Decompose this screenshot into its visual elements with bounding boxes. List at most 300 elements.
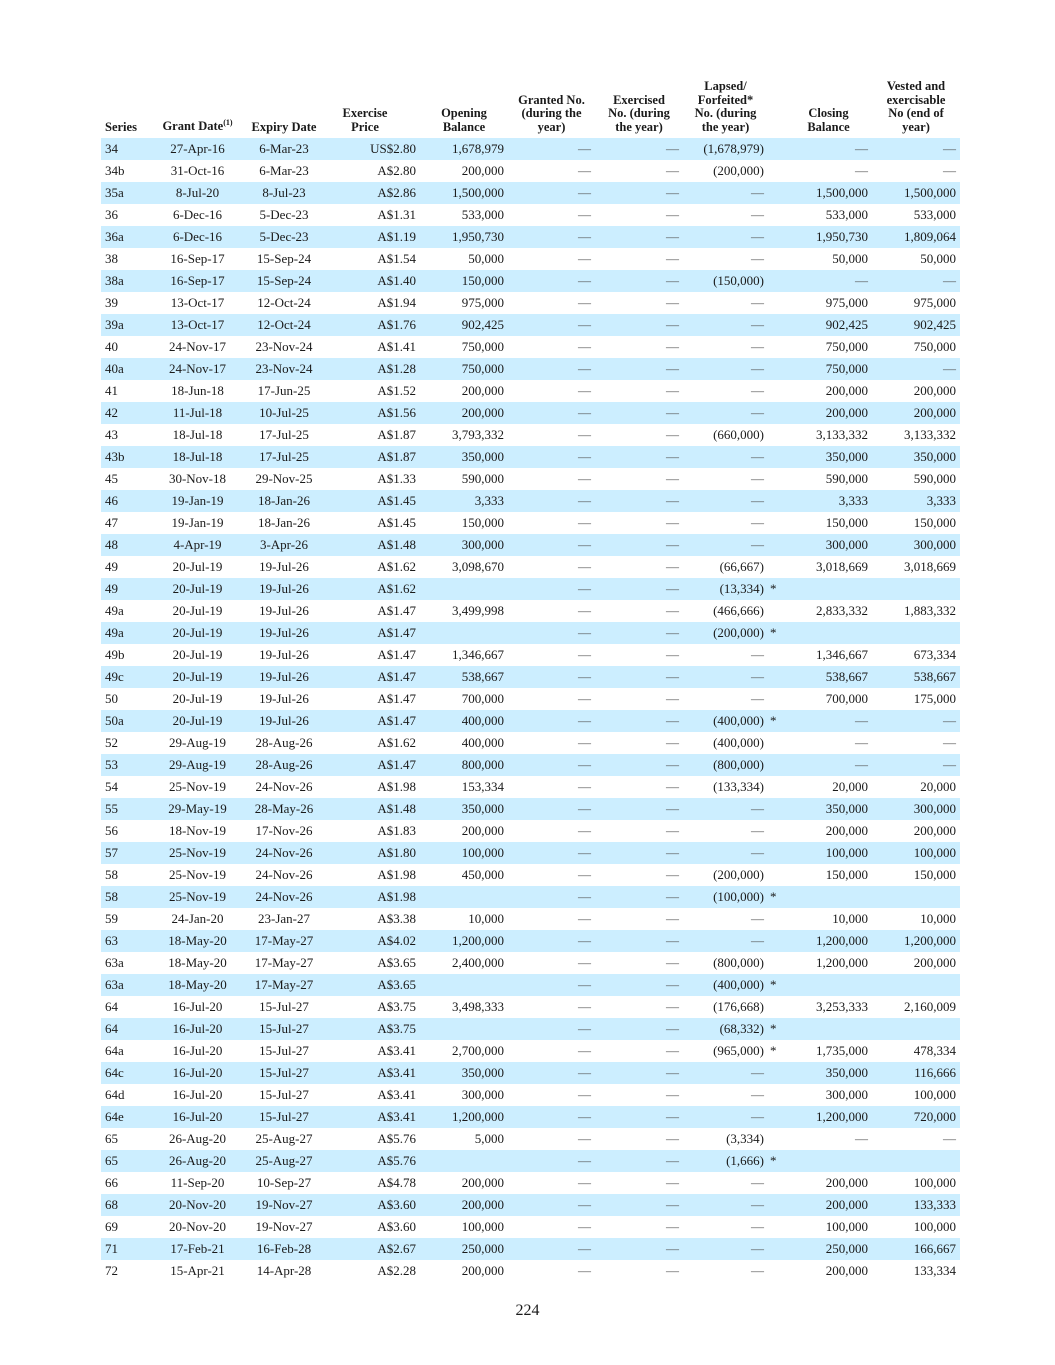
cell-opening-balance: 750,000 bbox=[461, 339, 504, 354]
cell-lapsed: (400,000) bbox=[713, 735, 764, 750]
cell-expiry-date: 23-Nov-24 bbox=[240, 358, 328, 380]
cell-granted: — bbox=[508, 886, 595, 908]
table-row bbox=[101, 930, 960, 952]
cell-vested: — bbox=[943, 1131, 956, 1146]
cell-lapsed-note bbox=[768, 842, 785, 864]
cell-closing-balance bbox=[785, 1150, 872, 1172]
cell-grant-date: 29-May-19 bbox=[155, 798, 240, 820]
cell-grant-date: 11-Jul-18 bbox=[155, 402, 240, 424]
header-line: Forfeited* bbox=[697, 92, 754, 107]
cell-vested: 200,000 bbox=[913, 955, 956, 970]
cell-opening-balance: 150,000 bbox=[420, 270, 508, 292]
cell-series: 38a bbox=[101, 270, 155, 292]
cell-granted: — bbox=[578, 735, 591, 750]
cell-opening-balance: 200,000 bbox=[461, 1263, 504, 1278]
cell-grant-date: 18-May-20 bbox=[168, 955, 227, 970]
cell-expiry-date: 19-Jul-26 bbox=[259, 691, 309, 706]
cell-vested: — bbox=[872, 138, 960, 160]
cell-closing-balance: 902,425 bbox=[785, 314, 872, 336]
cell-exercised: — bbox=[595, 490, 683, 512]
cell-expiry-date: 19-Jul-26 bbox=[240, 710, 328, 732]
header-line: Lapsed/ bbox=[704, 79, 747, 93]
table-row bbox=[101, 1084, 960, 1106]
cell-opening-balance: 1,200,000 bbox=[420, 930, 508, 952]
cell-lapsed-note bbox=[768, 380, 785, 402]
cell-closing-balance: 300,000 bbox=[825, 1087, 868, 1102]
cell-granted: — bbox=[508, 534, 595, 556]
cell-exercise-price: A$1.87 bbox=[328, 446, 420, 468]
cell-exercise-price: A$1.31 bbox=[377, 207, 416, 222]
cell-exercise-price: A$1.48 bbox=[328, 534, 420, 556]
cell-series: 58 bbox=[101, 886, 155, 908]
cell-series: 43b bbox=[101, 446, 155, 468]
cell-granted: — bbox=[578, 1131, 591, 1146]
cell-expiry-date: 19-Jul-26 bbox=[240, 578, 328, 600]
cell-exercised: — bbox=[666, 1175, 679, 1190]
cell-exercise-price: A$1.98 bbox=[377, 779, 416, 794]
cell-lapsed-note bbox=[768, 534, 785, 556]
cell-series: 54 bbox=[105, 779, 118, 794]
cell-expiry-date: 19-Nov-27 bbox=[255, 1219, 313, 1234]
cell-vested: 133,334 bbox=[913, 1263, 956, 1278]
cell-lapsed: — bbox=[683, 534, 768, 556]
cell-series: 49a bbox=[105, 603, 124, 618]
cell-granted: — bbox=[508, 666, 595, 688]
cell-lapsed-note bbox=[768, 490, 785, 512]
cell-granted: — bbox=[508, 1106, 595, 1128]
cell-closing-balance: — bbox=[785, 270, 872, 292]
cell-closing-balance: 1,950,730 bbox=[785, 226, 872, 248]
cell-exercised: — bbox=[595, 402, 683, 424]
table-row bbox=[101, 534, 960, 556]
cell-vested: — bbox=[872, 710, 960, 732]
cell-exercise-price: A$3.75 bbox=[328, 1018, 420, 1040]
cell-vested: 100,000 bbox=[872, 842, 960, 864]
cell-closing-balance: — bbox=[855, 735, 868, 750]
cell-exercise-price: A$1.54 bbox=[377, 251, 416, 266]
cell-vested: 175,000 bbox=[913, 691, 956, 706]
cell-closing-balance: 200,000 bbox=[785, 1194, 872, 1216]
cell-closing-balance bbox=[785, 974, 872, 996]
cell-grant-date: 24-Nov-17 bbox=[155, 358, 240, 380]
cell-series: 36a bbox=[101, 226, 155, 248]
cell-lapsed-note bbox=[768, 336, 785, 358]
cell-closing-balance: 700,000 bbox=[825, 691, 868, 706]
table-row bbox=[101, 974, 960, 996]
cell-exercised: — bbox=[666, 339, 679, 354]
cell-vested: 300,000 bbox=[872, 798, 960, 820]
cell-lapsed: — bbox=[683, 1238, 768, 1260]
cell-vested: — bbox=[943, 163, 956, 178]
table-row bbox=[101, 644, 960, 666]
cell-grant-date: 25-Nov-19 bbox=[168, 779, 227, 794]
cell-exercise-price: A$3.65 bbox=[328, 974, 420, 996]
cell-opening-balance: 400,000 bbox=[420, 710, 508, 732]
cell-exercise-price: A$1.47 bbox=[377, 603, 416, 618]
cell-series: 64e bbox=[101, 1106, 155, 1128]
cell-lapsed: — bbox=[751, 295, 764, 310]
cell-vested: 1,200,000 bbox=[872, 930, 960, 952]
cell-lapsed-note: * bbox=[768, 974, 785, 996]
cell-exercised: — bbox=[595, 1106, 683, 1128]
cell-grant-date: 20-Jul-19 bbox=[172, 691, 223, 706]
table-row bbox=[101, 380, 960, 402]
header-series: Series bbox=[105, 119, 137, 134]
cell-exercise-price: A$1.45 bbox=[377, 515, 416, 530]
cell-exercise-price: A$1.52 bbox=[377, 383, 416, 398]
cell-exercise-price: A$1.28 bbox=[328, 358, 420, 380]
table-row bbox=[101, 886, 960, 908]
table-row bbox=[101, 798, 960, 820]
cell-exercised: — bbox=[595, 534, 683, 556]
cell-vested: 50,000 bbox=[920, 251, 956, 266]
cell-exercise-price: A$3.41 bbox=[328, 1062, 420, 1084]
cell-series: 35a bbox=[101, 182, 155, 204]
cell-granted: — bbox=[508, 358, 595, 380]
cell-series: 58 bbox=[105, 867, 118, 882]
cell-granted: — bbox=[508, 974, 595, 996]
cell-expiry-date: 15-Sep-24 bbox=[256, 251, 312, 266]
cell-expiry-date: 28-Aug-26 bbox=[240, 754, 328, 776]
cell-exercise-price: A$3.38 bbox=[377, 911, 416, 926]
table-row bbox=[101, 820, 960, 842]
cell-granted: — bbox=[578, 1087, 591, 1102]
cell-exercised: — bbox=[666, 1043, 679, 1058]
cell-vested: 720,000 bbox=[872, 1106, 960, 1128]
cell-lapsed: (1,666) bbox=[683, 1150, 768, 1172]
cell-exercised: — bbox=[666, 427, 679, 442]
cell-opening-balance: 100,000 bbox=[420, 842, 508, 864]
cell-exercised: — bbox=[666, 559, 679, 574]
cell-lapsed-note bbox=[768, 358, 785, 380]
cell-granted: — bbox=[508, 446, 595, 468]
cell-vested: 3,018,669 bbox=[904, 559, 956, 574]
cell-grant-date: 18-Jul-18 bbox=[172, 427, 223, 442]
cell-lapsed-note bbox=[768, 1084, 785, 1106]
cell-exercise-price: A$1.47 bbox=[328, 622, 420, 644]
cell-closing-balance bbox=[785, 578, 872, 600]
cell-vested: 100,000 bbox=[913, 1175, 956, 1190]
cell-vested bbox=[872, 622, 960, 644]
cell-grant-date: 16-Jul-20 bbox=[172, 999, 223, 1014]
cell-closing-balance: 20,000 bbox=[832, 779, 868, 794]
cell-closing-balance: 590,000 bbox=[825, 471, 868, 486]
cell-granted: — bbox=[508, 138, 595, 160]
cell-exercised: — bbox=[666, 471, 679, 486]
cell-closing-balance: 1,500,000 bbox=[785, 182, 872, 204]
cell-series: 64 bbox=[101, 1018, 155, 1040]
table-row bbox=[101, 314, 960, 336]
cell-expiry-date: 19-Jul-26 bbox=[240, 666, 328, 688]
cell-lapsed-note bbox=[768, 1216, 785, 1238]
cell-series: 66 bbox=[105, 1175, 118, 1190]
cell-granted: — bbox=[508, 1194, 595, 1216]
cell-granted: — bbox=[508, 710, 595, 732]
cell-series: 40 bbox=[105, 339, 118, 354]
cell-granted: — bbox=[508, 182, 595, 204]
cell-opening-balance bbox=[420, 886, 508, 908]
cell-grant-date: 20-Jul-19 bbox=[155, 578, 240, 600]
cell-expiry-date: 17-Jul-25 bbox=[259, 427, 309, 442]
cell-exercise-price: A$1.83 bbox=[377, 823, 416, 838]
cell-expiry-date: 17-Jun-25 bbox=[257, 383, 311, 398]
cell-series: 48 bbox=[101, 534, 155, 556]
table-row bbox=[101, 1106, 960, 1128]
cell-exercise-price: A$1.80 bbox=[328, 842, 420, 864]
table-row bbox=[101, 666, 960, 688]
cell-exercised: — bbox=[666, 207, 679, 222]
cell-granted: — bbox=[578, 471, 591, 486]
cell-lapsed: (200,000) bbox=[713, 163, 764, 178]
cell-grant-date: 25-Nov-19 bbox=[168, 867, 227, 882]
cell-lapsed-note bbox=[768, 996, 785, 1018]
table-row bbox=[101, 710, 960, 732]
cell-lapsed-note: * bbox=[768, 578, 785, 600]
table-row bbox=[101, 336, 960, 358]
cell-granted: — bbox=[578, 427, 591, 442]
cell-grant-date: 30-Nov-18 bbox=[168, 471, 227, 486]
cell-granted: — bbox=[578, 1043, 591, 1058]
cell-opening-balance: 1,500,000 bbox=[420, 182, 508, 204]
cell-lapsed: (800,000) bbox=[683, 754, 768, 776]
cell-lapsed-note: * bbox=[768, 886, 785, 908]
cell-series: 38 bbox=[105, 251, 118, 266]
header-line: the year) bbox=[701, 119, 750, 134]
cell-closing-balance: 150,000 bbox=[825, 515, 868, 530]
cell-closing-balance: 250,000 bbox=[785, 1238, 872, 1260]
cell-opening-balance: 975,000 bbox=[461, 295, 504, 310]
cell-series: 56 bbox=[105, 823, 118, 838]
cell-closing-balance: 1,200,000 bbox=[785, 1106, 872, 1128]
cell-exercise-price: A$2.67 bbox=[328, 1238, 420, 1260]
cell-series: 39 bbox=[105, 295, 118, 310]
table-row bbox=[101, 1128, 960, 1150]
cell-closing-balance: — bbox=[855, 163, 868, 178]
header-row bbox=[101, 80, 960, 138]
cell-closing-balance: 533,000 bbox=[825, 207, 868, 222]
cell-expiry-date: 6-Mar-23 bbox=[259, 163, 309, 178]
cell-exercised: — bbox=[595, 798, 683, 820]
cell-series: 50a bbox=[101, 710, 155, 732]
cell-closing-balance: 3,253,333 bbox=[816, 999, 868, 1014]
cell-lapsed: — bbox=[751, 251, 764, 266]
cell-lapsed-note bbox=[768, 270, 785, 292]
cell-closing-balance: 200,000 bbox=[825, 383, 868, 398]
cell-closing-balance: — bbox=[855, 1131, 868, 1146]
cell-closing-balance: 975,000 bbox=[825, 295, 868, 310]
cell-opening-balance: 3,498,333 bbox=[452, 999, 504, 1014]
cell-exercised: — bbox=[666, 1131, 679, 1146]
cell-series: 64a bbox=[105, 1043, 124, 1058]
cell-lapsed: — bbox=[683, 182, 768, 204]
cell-vested: 116,666 bbox=[872, 1062, 960, 1084]
cell-lapsed: — bbox=[751, 647, 764, 662]
cell-exercise-price: A$3.41 bbox=[377, 1043, 416, 1058]
cell-lapsed-note bbox=[768, 820, 785, 842]
cell-exercise-price: A$2.80 bbox=[377, 163, 416, 178]
table-row bbox=[101, 952, 960, 974]
cell-lapsed-note bbox=[768, 908, 785, 930]
cell-lapsed-note bbox=[768, 512, 785, 534]
table-row bbox=[101, 490, 960, 512]
cell-grant-date: 13-Oct-17 bbox=[170, 295, 225, 310]
table-row bbox=[101, 160, 960, 182]
cell-series: 43 bbox=[105, 427, 118, 442]
cell-lapsed: (200,000) bbox=[713, 867, 764, 882]
table-row bbox=[101, 204, 960, 226]
cell-grant-date: 16-Jul-20 bbox=[172, 1087, 223, 1102]
cell-grant-date: 20-Jul-19 bbox=[155, 710, 240, 732]
cell-series: 45 bbox=[105, 471, 118, 486]
table-row bbox=[101, 1062, 960, 1084]
cell-closing-balance: 2,833,332 bbox=[816, 603, 868, 618]
cell-expiry-date: 24-Nov-26 bbox=[255, 867, 313, 882]
cell-expiry-date: 5-Dec-23 bbox=[240, 226, 328, 248]
cell-lapsed-note bbox=[768, 446, 785, 468]
cell-vested: 533,000 bbox=[913, 207, 956, 222]
cell-grant-date: 20-Nov-20 bbox=[168, 1219, 227, 1234]
cell-closing-balance: 1,200,000 bbox=[816, 955, 868, 970]
cell-opening-balance: 3,098,670 bbox=[452, 559, 504, 574]
table-row bbox=[101, 226, 960, 248]
cell-grant-date: 18-Jul-18 bbox=[155, 446, 240, 468]
cell-opening-balance: 800,000 bbox=[420, 754, 508, 776]
table-row bbox=[101, 776, 960, 798]
cell-lapsed: (3,334) bbox=[726, 1131, 764, 1146]
cell-series: 47 bbox=[105, 515, 118, 530]
cell-opening-balance: 200,000 bbox=[420, 402, 508, 424]
cell-opening-balance: 200,000 bbox=[461, 383, 504, 398]
cell-exercised: — bbox=[595, 1062, 683, 1084]
cell-lapsed: (150,000) bbox=[683, 270, 768, 292]
cell-vested: 350,000 bbox=[872, 446, 960, 468]
cell-exercised: — bbox=[666, 867, 679, 882]
cell-expiry-date: 3-Apr-26 bbox=[240, 534, 328, 556]
cell-opening-balance: 533,000 bbox=[461, 207, 504, 222]
cell-grant-date: 18-Nov-19 bbox=[168, 823, 227, 838]
cell-opening-balance: 3,499,998 bbox=[452, 603, 504, 618]
cell-vested: 2,160,009 bbox=[904, 999, 956, 1014]
cell-lapsed-note bbox=[768, 732, 785, 754]
cell-lapsed: — bbox=[751, 911, 764, 926]
cell-series: 49 bbox=[105, 559, 118, 574]
cell-exercise-price: A$1.19 bbox=[328, 226, 420, 248]
cell-grant-date: 20-Jul-19 bbox=[155, 622, 240, 644]
cell-lapsed-note bbox=[768, 754, 785, 776]
cell-exercise-price: A$1.41 bbox=[377, 339, 416, 354]
cell-expiry-date: 23-Nov-24 bbox=[255, 339, 313, 354]
cell-expiry-date: 12-Oct-24 bbox=[240, 314, 328, 336]
cell-granted: — bbox=[508, 798, 595, 820]
cell-lapsed: — bbox=[683, 314, 768, 336]
cell-exercised: — bbox=[595, 182, 683, 204]
cell-closing-balance: 200,000 bbox=[825, 823, 868, 838]
table-row bbox=[101, 908, 960, 930]
cell-closing-balance: — bbox=[785, 710, 872, 732]
cell-vested: 478,334 bbox=[913, 1043, 956, 1058]
cell-lapsed: — bbox=[751, 471, 764, 486]
header-closing-balance bbox=[785, 80, 872, 138]
table-row bbox=[101, 468, 960, 490]
cell-grant-date: 19-Jan-19 bbox=[171, 515, 224, 530]
cell-vested: 1,809,064 bbox=[872, 226, 960, 248]
cell-vested: 200,000 bbox=[913, 383, 956, 398]
cell-grant-date: 29-Aug-19 bbox=[155, 754, 240, 776]
cell-opening-balance: 2,700,000 bbox=[452, 1043, 504, 1058]
cell-vested bbox=[872, 1018, 960, 1040]
cell-granted: — bbox=[578, 647, 591, 662]
cell-lapsed-note: * bbox=[768, 710, 785, 732]
cell-vested: 200,000 bbox=[872, 402, 960, 424]
cell-vested: 975,000 bbox=[913, 295, 956, 310]
cell-exercised: — bbox=[595, 314, 683, 336]
cell-grant-date: 17-Feb-21 bbox=[155, 1238, 240, 1260]
cell-exercised: — bbox=[666, 955, 679, 970]
cell-vested: 100,000 bbox=[913, 1087, 956, 1102]
cell-opening-balance bbox=[420, 578, 508, 600]
cell-lapsed: — bbox=[683, 402, 768, 424]
cell-exercise-price: A$1.47 bbox=[328, 666, 420, 688]
cell-exercise-price: A$1.76 bbox=[328, 314, 420, 336]
cell-exercised: — bbox=[666, 691, 679, 706]
cell-closing-balance: 150,000 bbox=[825, 867, 868, 882]
cell-expiry-date: 17-May-27 bbox=[254, 955, 314, 970]
cell-closing-balance: 300,000 bbox=[785, 534, 872, 556]
table-row bbox=[101, 1260, 960, 1282]
cell-opening-balance: 200,000 bbox=[461, 1175, 504, 1190]
table-row bbox=[101, 138, 960, 160]
table-row bbox=[101, 512, 960, 534]
cell-lapsed-note bbox=[768, 1128, 785, 1150]
header-line: the year) bbox=[615, 119, 663, 134]
cell-grant-date: 20-Jul-19 bbox=[172, 647, 223, 662]
cell-granted: — bbox=[508, 930, 595, 952]
cell-series: 36 bbox=[105, 207, 118, 222]
cell-granted: — bbox=[578, 911, 591, 926]
table-row bbox=[101, 446, 960, 468]
cell-opening-balance bbox=[420, 622, 508, 644]
cell-vested bbox=[872, 886, 960, 908]
cell-granted: — bbox=[578, 207, 591, 222]
cell-grant-date: 16-Sep-17 bbox=[155, 270, 240, 292]
cell-vested: 100,000 bbox=[913, 1219, 956, 1234]
cell-expiry-date: 17-Nov-26 bbox=[255, 823, 313, 838]
cell-series: 41 bbox=[105, 383, 118, 398]
cell-series: 72 bbox=[105, 1263, 118, 1278]
cell-vested bbox=[872, 974, 960, 996]
cell-vested: 133,333 bbox=[872, 1194, 960, 1216]
cell-closing-balance: 538,667 bbox=[785, 666, 872, 688]
cell-grant-date: 27-Apr-16 bbox=[155, 138, 240, 160]
header-expiry-date: Expiry Date bbox=[251, 119, 317, 134]
cell-granted: — bbox=[578, 691, 591, 706]
cell-lapsed: — bbox=[751, 1219, 764, 1234]
table-row bbox=[101, 1194, 960, 1216]
cell-granted: — bbox=[578, 867, 591, 882]
cell-lapsed-note bbox=[768, 688, 785, 710]
cell-series: 34 bbox=[101, 138, 155, 160]
cell-granted: — bbox=[508, 270, 595, 292]
table-row bbox=[101, 556, 960, 578]
cell-grant-date: 6-Dec-16 bbox=[155, 226, 240, 248]
cell-lapsed-note bbox=[768, 468, 785, 490]
cell-exercised: — bbox=[595, 666, 683, 688]
cell-series: 46 bbox=[101, 490, 155, 512]
cell-grant-date: 18-May-20 bbox=[155, 930, 240, 952]
cell-exercise-price: A$1.47 bbox=[328, 754, 420, 776]
cell-exercised: — bbox=[595, 622, 683, 644]
table-row bbox=[101, 292, 960, 314]
